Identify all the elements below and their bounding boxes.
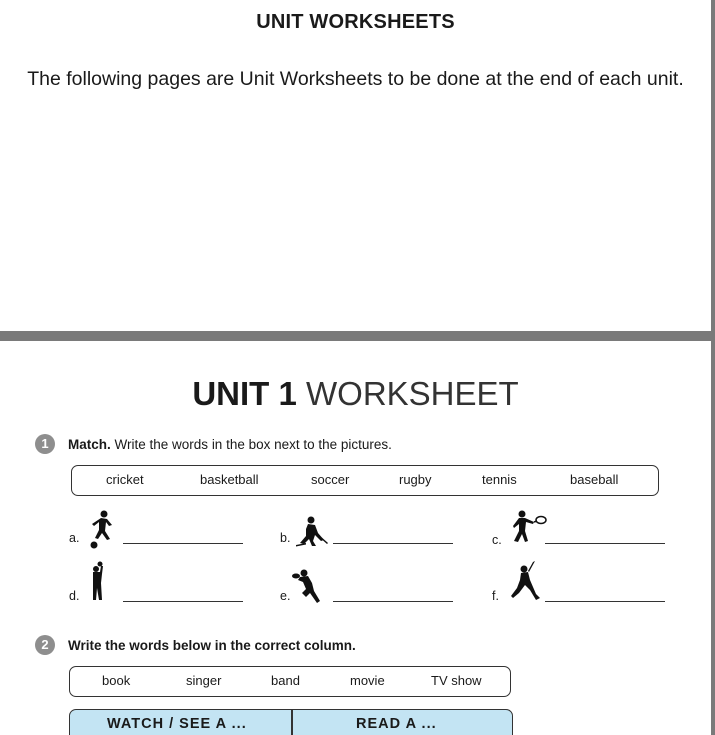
word-cricket: cricket: [106, 472, 144, 487]
column-divider: [291, 710, 293, 735]
worksheet-title: [0, 374, 711, 414]
word-tv-show: TV show: [431, 673, 482, 688]
word-tennis: tennis: [482, 472, 517, 487]
item-b-letter: b.: [280, 531, 291, 545]
word-baseball: baseball: [570, 472, 619, 487]
rugby-player-icon: [290, 567, 322, 609]
baseball-player-icon: [508, 560, 542, 602]
tennis-player-icon: [508, 509, 550, 551]
exercise-1-number: 1: [35, 434, 55, 454]
item-a-letter: a.: [69, 531, 80, 545]
worksheet-title-label: WORKSHEET: [306, 375, 519, 412]
worksheet-title-unit: UNIT 1: [192, 375, 297, 412]
item-f-letter: f.: [492, 589, 499, 603]
exercise-2-word-box: [69, 666, 511, 697]
column-read: READ A ...: [356, 716, 437, 732]
word-rugby: rugby: [399, 472, 432, 487]
exercise-2-table-header: [69, 709, 513, 735]
item-c-letter: c.: [492, 533, 502, 547]
intro-page: [0, 0, 711, 331]
word-soccer: soccer: [311, 472, 350, 487]
cricket-player-icon: [294, 513, 330, 555]
item-e-letter: e.: [280, 589, 291, 603]
word-band: band: [271, 673, 300, 688]
exercise-1-instruction: [68, 437, 392, 452]
exercise-1-instruction-bold: Match.: [68, 437, 111, 452]
item-d-answer-line[interactable]: [123, 601, 243, 602]
word-singer: singer: [186, 673, 222, 688]
item-d-letter: d.: [69, 589, 80, 603]
column-watch-see: WATCH / SEE A ...: [107, 716, 247, 732]
page-title: UNIT WORKSHEETS: [256, 11, 455, 33]
basketball-player-icon: [86, 561, 110, 603]
intro-text: The following pages are Unit Worksheets to be done at the end of each unit.: [27, 68, 684, 90]
item-e-answer-line[interactable]: [333, 601, 453, 602]
exercise-2-number: 2: [35, 635, 55, 655]
exercise-1-instruction-text: Write the words in the box next to the pictures.: [114, 437, 392, 452]
worksheet-page: [0, 341, 711, 735]
word-movie: movie: [350, 673, 385, 688]
word-book: book: [102, 673, 131, 688]
soccer-player-icon: [85, 509, 117, 551]
item-b-answer-line[interactable]: [333, 543, 453, 544]
item-c-answer-line[interactable]: [545, 543, 665, 544]
item-f-answer-line[interactable]: [545, 601, 665, 602]
exercise-2-instruction: Write the words below in the correct column.: [68, 638, 356, 653]
item-a-answer-line[interactable]: [123, 543, 243, 544]
word-basketball: basketball: [200, 472, 259, 487]
exercise-1-word-box: [71, 465, 659, 496]
